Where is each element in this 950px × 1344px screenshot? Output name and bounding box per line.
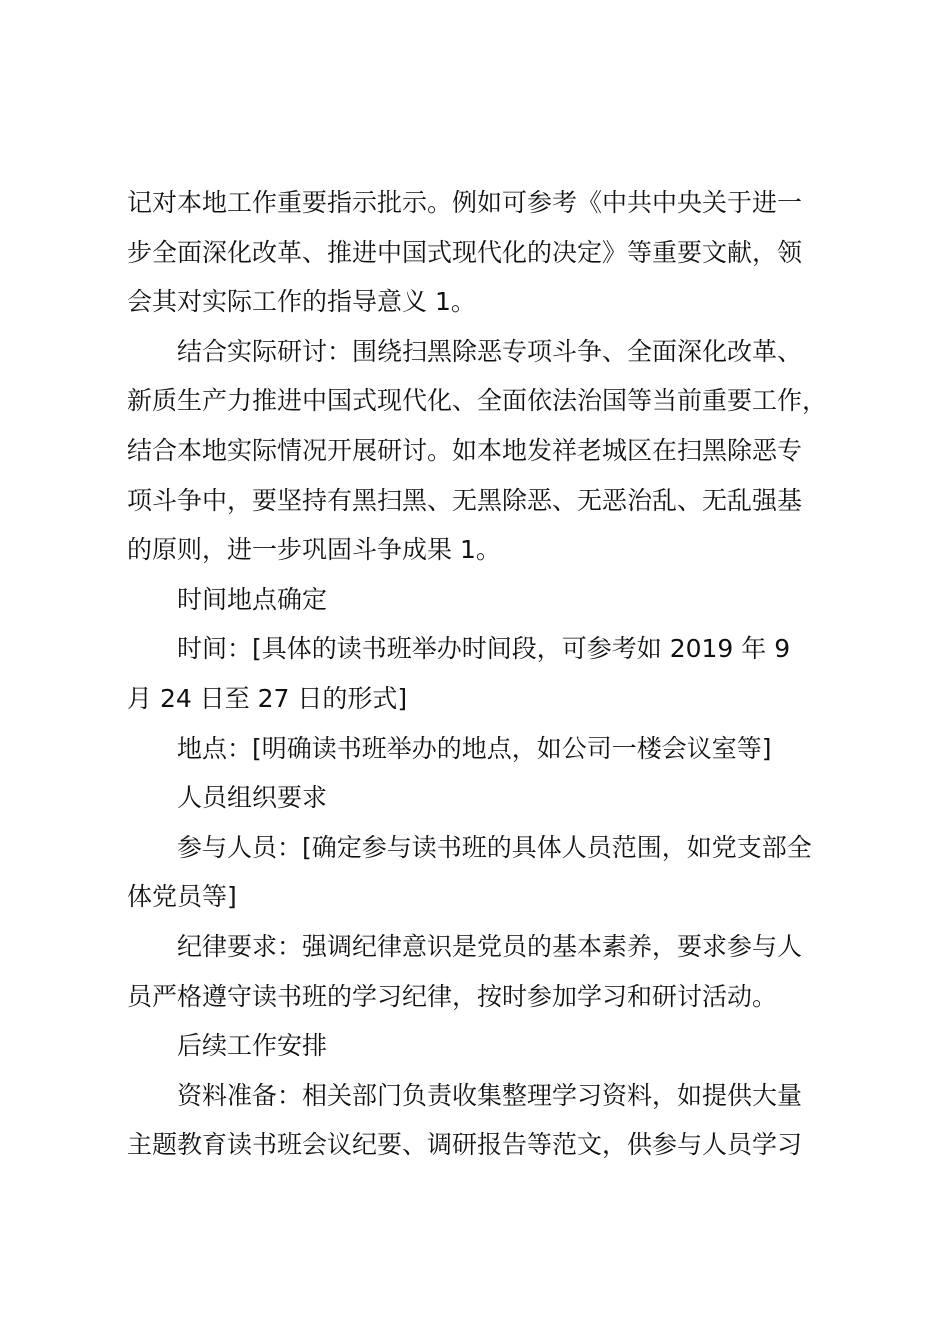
text-line: 记对本地工作重要指示批示。例如可参考《中共中央关于进一: [127, 188, 803, 217]
section-heading: 后续工作安排: [177, 1031, 328, 1061]
text-line: 步全面深化改革、推进中国式现代化的决定》等重要文献，领: [127, 237, 803, 267]
text-line: 会其对实际工作的指导意义 1。: [127, 287, 476, 317]
text-line: 员严格遵守读书班的学习纪律，按时参加学习和研讨活动。: [127, 981, 778, 1011]
paragraph-start-line: 地点：[明确读书班举办的地点，如公司一楼会议室等]: [177, 733, 772, 763]
text-line: 结合本地实际情况开展研讨。如本地发祥老城区在扫黑除恶专: [127, 435, 803, 465]
text-line: 项斗争中，要坚持有黑扫黑、无黑除恶、无恶治乱、无乱强基: [127, 485, 803, 515]
text-line: 体党员等]: [127, 882, 237, 912]
text-line: 主题教育读书班会议纪要、调研报告等范文，供参与人员学习: [127, 1130, 803, 1160]
document-body: [127, 178, 833, 1170]
paragraph-start-line: 参与人员：[确定参与读书班的具体人员范围，如党支部全: [177, 832, 812, 862]
text-line: 的原则，进一步巩固斗争成果 1。: [127, 535, 501, 565]
paragraph-start-line: 时间：[具体的读书班举办时间段，可参考如 2019 年 9: [177, 634, 791, 664]
section-heading: 人员组织要求: [177, 783, 328, 813]
text-line: 新质生产力推进中国式现代化、全面依法治国等当前重要工作，: [127, 386, 828, 416]
section-heading: 时间地点确定: [177, 584, 328, 614]
paragraph-start-line: 纪律要求：强调纪律意识是党员的基本素养，要求参与人: [177, 931, 803, 961]
text-line: 月 24 日至 27 日的形式]: [127, 683, 408, 713]
paragraph-start-line: 资料准备：相关部门负责收集整理学习资料，如提供大量: [177, 1080, 803, 1110]
paragraph-start-line: 结合实际研讨：围绕扫黑除恶专项斗争、全面深化改革、: [177, 336, 803, 366]
